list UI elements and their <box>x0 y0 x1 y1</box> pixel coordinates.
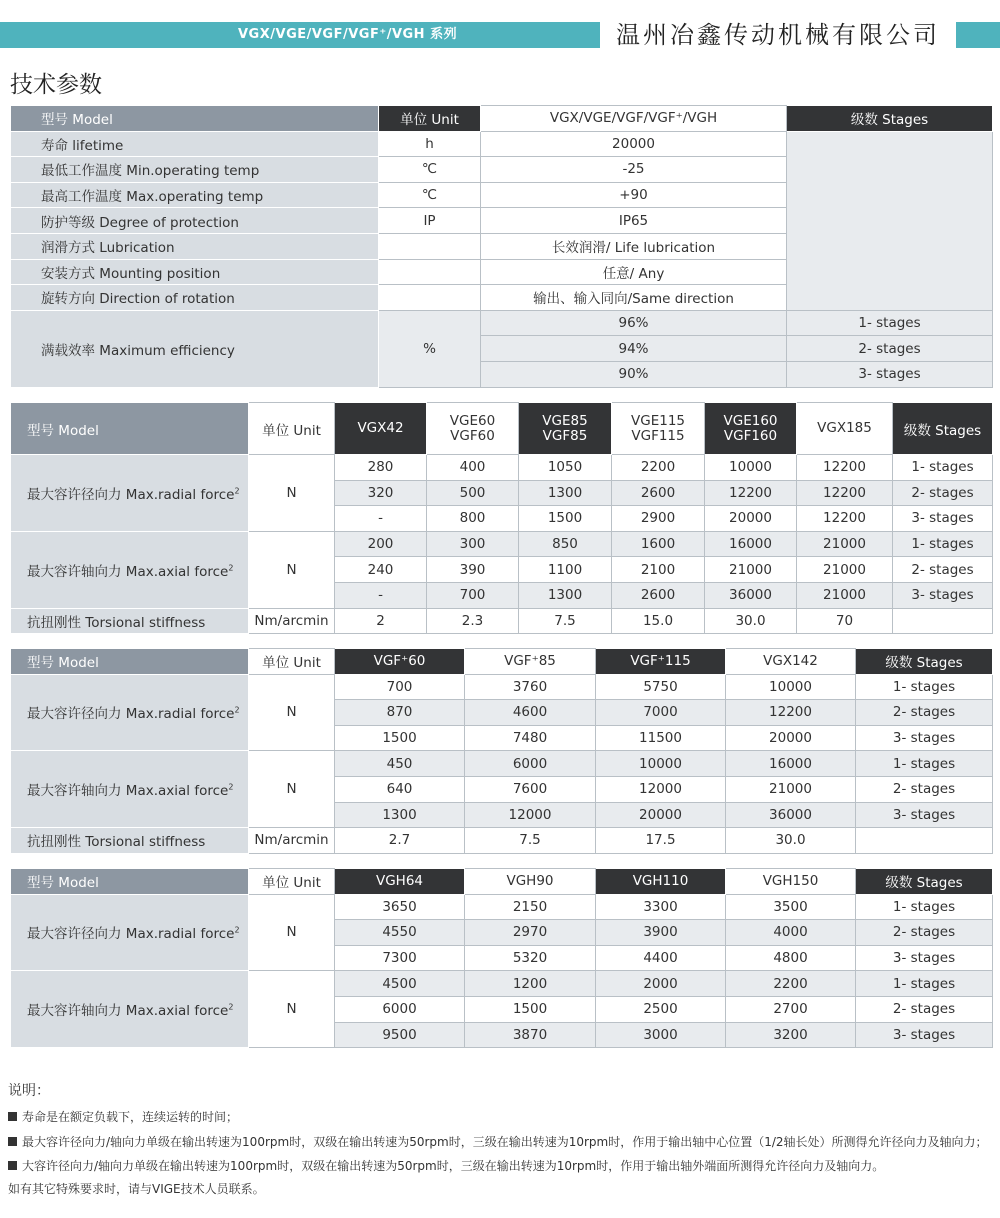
value-cell: 21000 <box>726 776 856 802</box>
param-unit: IP <box>379 208 481 234</box>
value-cell: 300 <box>427 531 519 557</box>
value-cell: 320 <box>335 480 427 506</box>
table-row <box>11 674 993 700</box>
stage-cell: 2- stages <box>893 557 993 583</box>
value-cell: 7.5 <box>465 828 596 854</box>
model-name: VGE115 <box>631 412 685 429</box>
value-cell: 30.0 <box>705 608 797 634</box>
value-cell: 10000 <box>705 455 797 481</box>
value-cell: 20000 <box>596 802 726 828</box>
table-row <box>11 751 993 777</box>
param-label: 寿命 lifetime <box>11 131 379 157</box>
note-item: 大容许径向力/轴向力单级在输出转速为100rpm时，双级在输出转速为50rpm时，三级在输出转速为10rpm时，作用于输出轴外端面所测得允许径向力及轴向力。 <box>8 1157 884 1174</box>
value-cell: - <box>335 506 427 532</box>
model-name: VGE160 <box>723 412 778 429</box>
value-cell: 1200 <box>465 971 596 997</box>
col-unit: 单位 Unit <box>249 403 335 455</box>
col-unit: 单位 Unit <box>379 106 481 132</box>
stage-cell: 1- stages <box>856 894 993 920</box>
value-cell: 20000 <box>726 725 856 751</box>
col-model-1 <box>465 649 596 675</box>
value-cell: 36000 <box>726 802 856 828</box>
model-name: VGF⁺60 <box>373 652 426 669</box>
stage-cell-empty <box>893 608 993 634</box>
value-cell: 1300 <box>519 582 612 608</box>
note-item: 最大容许径向力/轴向力单级在输出转速为100rpm时，双级在输出转速为50rpm时，三级在输出转速为10rpm时，作用于输出轴中心位置（1/2轴长处）所测得允许径向力及轴向力； <box>8 1133 988 1150</box>
param-unit: ℃ <box>379 157 481 183</box>
efficiency-stage: 1- stages <box>787 310 993 336</box>
efficiency-stage: 2- stages <box>787 336 993 362</box>
param-value: IP65 <box>481 208 787 234</box>
torsion-unit: Nm/arcmin <box>249 608 335 634</box>
value-cell: - <box>335 582 427 608</box>
value-cell: 4500 <box>335 971 465 997</box>
radial-force-unit: N <box>249 674 335 751</box>
value-cell: 12200 <box>797 506 893 532</box>
efficiency-value: 90% <box>481 361 787 387</box>
model-name: VGE60 <box>449 412 496 429</box>
value-cell: 21000 <box>705 557 797 583</box>
value-cell: 7000 <box>596 700 726 726</box>
bullet-square-icon <box>8 1112 17 1121</box>
value-cell: 1300 <box>335 802 465 828</box>
value-cell: 4600 <box>465 700 596 726</box>
value-cell: 2.3 <box>427 608 519 634</box>
footnote-mark: 2 <box>234 705 240 715</box>
value-cell: 200 <box>335 531 427 557</box>
model-name: VGF⁺115 <box>630 652 691 669</box>
col-model-0 <box>335 403 427 455</box>
axial-force-unit: N <box>249 751 335 828</box>
model-name: VGF60 <box>450 427 495 444</box>
value-cell: 70 <box>797 608 893 634</box>
value-cell: 700 <box>427 582 519 608</box>
value-cell: 10000 <box>726 674 856 700</box>
model-name: VGH150 <box>762 872 819 889</box>
param-unit: h <box>379 131 481 157</box>
table-row <box>11 828 993 854</box>
stage-cell-empty <box>856 828 993 854</box>
col-stages: 级数 Stages <box>787 106 993 132</box>
value-cell: 20000 <box>705 506 797 532</box>
param-unit: ℃ <box>379 182 481 208</box>
axial-force-label: 最大容许轴向力 Max.axial force$^2$ <box>11 751 249 828</box>
value-cell: 280 <box>335 455 427 481</box>
table-header-row <box>11 649 993 675</box>
param-label: 旋转方向 Direction of rotation <box>11 285 379 311</box>
model-name: VGX185 <box>817 420 872 436</box>
value-cell: 12200 <box>705 480 797 506</box>
col-model-0 <box>335 649 465 675</box>
stage-cell: 3- stages <box>856 1022 993 1048</box>
param-value: +90 <box>481 182 787 208</box>
model-name: VGH90 <box>506 872 554 889</box>
footnote-mark: 2 <box>228 1002 234 1012</box>
efficiency-stage: 3- stages <box>787 361 993 387</box>
model-name: VGF160 <box>723 427 778 444</box>
vgx-vge-vgf-table <box>10 402 993 634</box>
notes-heading: 说明： <box>8 1083 50 1099</box>
value-cell: 1100 <box>519 557 612 583</box>
value-cell: 390 <box>427 557 519 583</box>
vgh-table <box>10 868 993 1048</box>
value-cell: 12200 <box>726 700 856 726</box>
value-cell: 2900 <box>612 506 705 532</box>
bullet-square-icon <box>8 1161 17 1170</box>
radial-force-label: 最大容许径向力 Max.radial force$^2$ <box>11 674 249 751</box>
value-cell: 5320 <box>465 945 596 971</box>
footnote-mark: 2 <box>234 925 240 935</box>
table-header-row <box>11 106 993 132</box>
table-row <box>11 894 993 920</box>
value-cell: 3870 <box>465 1022 596 1048</box>
banner-accent <box>956 22 1000 48</box>
value-cell: 7480 <box>465 725 596 751</box>
param-value: -25 <box>481 157 787 183</box>
stage-cell: 3- stages <box>893 582 993 608</box>
stage-cell: 2- stages <box>856 920 993 946</box>
value-cell: 2970 <box>465 920 596 946</box>
col-model-2 <box>519 403 612 455</box>
param-value: 20000 <box>481 131 787 157</box>
series-banner <box>0 22 600 48</box>
param-unit <box>379 285 481 311</box>
value-cell: 6000 <box>465 751 596 777</box>
value-cell: 30.0 <box>726 828 856 854</box>
value-cell: 2200 <box>726 971 856 997</box>
table-row <box>11 531 993 557</box>
param-label: 最低工作温度 Min.operating temp <box>11 157 379 183</box>
value-cell: 2100 <box>612 557 705 583</box>
table-header-row <box>11 403 993 455</box>
value-cell: 12000 <box>596 776 726 802</box>
note-item: 寿命是在额定负载下，连续运转的时间； <box>8 1108 238 1125</box>
value-cell: 2150 <box>465 894 596 920</box>
stage-cell: 2- stages <box>856 700 993 726</box>
value-cell: 2700 <box>726 996 856 1022</box>
value-cell: 400 <box>427 455 519 481</box>
value-cell: 1300 <box>519 480 612 506</box>
value-cell: 3200 <box>726 1022 856 1048</box>
param-unit <box>379 259 481 285</box>
stage-cell: 1- stages <box>893 455 993 481</box>
value-cell: 11500 <box>596 725 726 751</box>
value-cell: 2500 <box>596 996 726 1022</box>
general-params-table <box>10 105 993 388</box>
value-cell: 5750 <box>596 674 726 700</box>
value-cell: 2.7 <box>335 828 465 854</box>
value-cell: 1600 <box>612 531 705 557</box>
value-cell: 700 <box>335 674 465 700</box>
col-series: VGX/VGE/VGF/VGF⁺/VGH <box>481 106 787 132</box>
value-cell: 4550 <box>335 920 465 946</box>
radial-force-label: 最大容许径向力 Max.radial force$^2$ <box>11 455 249 532</box>
model-name: VGH110 <box>632 872 689 889</box>
model-name: VGH64 <box>375 872 424 889</box>
value-cell: 2200 <box>612 455 705 481</box>
value-cell: 15.0 <box>612 608 705 634</box>
col-model-0 <box>335 869 465 895</box>
value-cell: 21000 <box>797 582 893 608</box>
model-name: VGF115 <box>631 427 685 444</box>
axial-force-label: 最大容许轴向力 Max.axial force$^2$ <box>11 971 249 1048</box>
col-stages: 级数 Stages <box>893 403 993 455</box>
table-row <box>11 131 993 157</box>
value-cell: 800 <box>427 506 519 532</box>
param-value: 输出、输入同向/Same direction <box>481 285 787 311</box>
value-cell: 16000 <box>726 751 856 777</box>
axial-force-label: 最大容许轴向力 Max.axial force$^2$ <box>11 531 249 608</box>
table-row <box>11 310 993 336</box>
value-cell: 21000 <box>797 557 893 583</box>
value-cell: 3650 <box>335 894 465 920</box>
value-cell: 2600 <box>612 480 705 506</box>
col-unit: 单位 Unit <box>249 649 335 675</box>
radial-force-label: 最大容许径向力 Max.radial force$^2$ <box>11 894 249 971</box>
value-cell: 3000 <box>596 1022 726 1048</box>
col-model: 型号 Model <box>11 649 249 675</box>
stage-cell: 1- stages <box>856 751 993 777</box>
value-cell: 9500 <box>335 1022 465 1048</box>
table-header-row <box>11 869 993 895</box>
col-stages: 级数 Stages <box>856 869 993 895</box>
value-cell: 4000 <box>726 920 856 946</box>
col-model-3 <box>612 403 705 455</box>
value-cell: 2000 <box>596 971 726 997</box>
col-model-2 <box>596 869 726 895</box>
value-cell: 3300 <box>596 894 726 920</box>
value-cell: 3900 <box>596 920 726 946</box>
stage-cell: 2- stages <box>893 480 993 506</box>
value-cell: 3760 <box>465 674 596 700</box>
value-cell: 7600 <box>465 776 596 802</box>
col-model-3 <box>726 869 856 895</box>
param-value: 任意/ Any <box>481 259 787 285</box>
footnote-mark: 2 <box>234 486 240 496</box>
stage-cell: 1- stages <box>893 531 993 557</box>
bullet-square-icon <box>8 1137 17 1146</box>
torsion-label: 抗扭刚性 Torsional stiffness <box>11 828 249 854</box>
stage-cell: 3- stages <box>856 945 993 971</box>
value-cell: 17.5 <box>596 828 726 854</box>
value-cell: 2 <box>335 608 427 634</box>
footnote-mark: 2 <box>228 782 234 792</box>
value-cell: 7300 <box>335 945 465 971</box>
table-row <box>11 455 993 481</box>
param-value: 长效润滑/ Life lubrication <box>481 233 787 259</box>
efficiency-value: 96% <box>481 310 787 336</box>
value-cell: 4800 <box>726 945 856 971</box>
section-title: 技术参数 <box>10 72 102 98</box>
radial-force-unit: N <box>249 894 335 971</box>
value-cell: 12200 <box>797 480 893 506</box>
value-cell: 1500 <box>335 725 465 751</box>
value-cell: 36000 <box>705 582 797 608</box>
col-model: 型号 Model <box>11 869 249 895</box>
param-label: 防护等级 Degree of protection <box>11 208 379 234</box>
footnote-mark: 2 <box>228 563 234 573</box>
stage-cell: 2- stages <box>856 996 993 1022</box>
value-cell: 1500 <box>465 996 596 1022</box>
table-row <box>11 971 993 997</box>
stage-cell: 3- stages <box>856 725 993 751</box>
series-title: VGX/VGE/VGF/VGF⁺/VGH 系列 <box>238 27 458 42</box>
notes-footer: 如有其它特殊要求时，请与VIGE技术人员联系。 <box>8 1182 265 1196</box>
value-cell: 6000 <box>335 996 465 1022</box>
col-model-3 <box>726 649 856 675</box>
col-model: 型号 Model <box>11 106 379 132</box>
param-label: 润滑方式 Lubrication <box>11 233 379 259</box>
stage-cell: 1- stages <box>856 674 993 700</box>
stage-cell: 3- stages <box>893 506 993 532</box>
stages-blank <box>787 131 993 310</box>
model-name: VGF⁺85 <box>504 652 556 669</box>
model-name: VGF85 <box>542 427 588 444</box>
value-cell: 1500 <box>519 506 612 532</box>
param-unit <box>379 233 481 259</box>
efficiency-value: 94% <box>481 336 787 362</box>
value-cell: 21000 <box>797 531 893 557</box>
model-name: VGE85 <box>542 412 588 429</box>
radial-force-unit: N <box>249 455 335 532</box>
value-cell: 1050 <box>519 455 612 481</box>
company-name: 温州冶鑫传动机械有限公司 <box>616 21 940 49</box>
value-cell: 850 <box>519 531 612 557</box>
value-cell: 4400 <box>596 945 726 971</box>
col-model-5 <box>797 403 893 455</box>
value-cell: 640 <box>335 776 465 802</box>
stage-cell: 3- stages <box>856 802 993 828</box>
table-row <box>11 608 993 634</box>
vgf-plus-table <box>10 648 993 854</box>
value-cell: 16000 <box>705 531 797 557</box>
col-model-2 <box>596 649 726 675</box>
col-model: 型号 Model <box>11 403 249 455</box>
value-cell: 12200 <box>797 455 893 481</box>
value-cell: 3500 <box>726 894 856 920</box>
col-stages: 级数 Stages <box>856 649 993 675</box>
value-cell: 2600 <box>612 582 705 608</box>
axial-force-unit: N <box>249 971 335 1048</box>
model-name: VGX142 <box>763 652 818 669</box>
value-cell: 240 <box>335 557 427 583</box>
efficiency-label: 满载效率 Maximum efficiency <box>11 310 379 387</box>
axial-force-unit: N <box>249 531 335 608</box>
col-unit: 单位 Unit <box>249 869 335 895</box>
value-cell: 10000 <box>596 751 726 777</box>
value-cell: 500 <box>427 480 519 506</box>
torsion-label: 抗扭刚性 Torsional stiffness <box>11 608 249 634</box>
col-model-1 <box>465 869 596 895</box>
stage-cell: 2- stages <box>856 776 993 802</box>
value-cell: 450 <box>335 751 465 777</box>
param-label: 安装方式 Mounting position <box>11 259 379 285</box>
efficiency-unit: % <box>379 310 481 387</box>
param-label: 最高工作温度 Max.operating temp <box>11 182 379 208</box>
col-model-1 <box>427 403 519 455</box>
value-cell: 12000 <box>465 802 596 828</box>
value-cell: 870 <box>335 700 465 726</box>
torsion-unit: Nm/arcmin <box>249 828 335 854</box>
col-model-4 <box>705 403 797 455</box>
stage-cell: 1- stages <box>856 971 993 997</box>
model-name: VGX42 <box>357 420 404 436</box>
value-cell: 7.5 <box>519 608 612 634</box>
